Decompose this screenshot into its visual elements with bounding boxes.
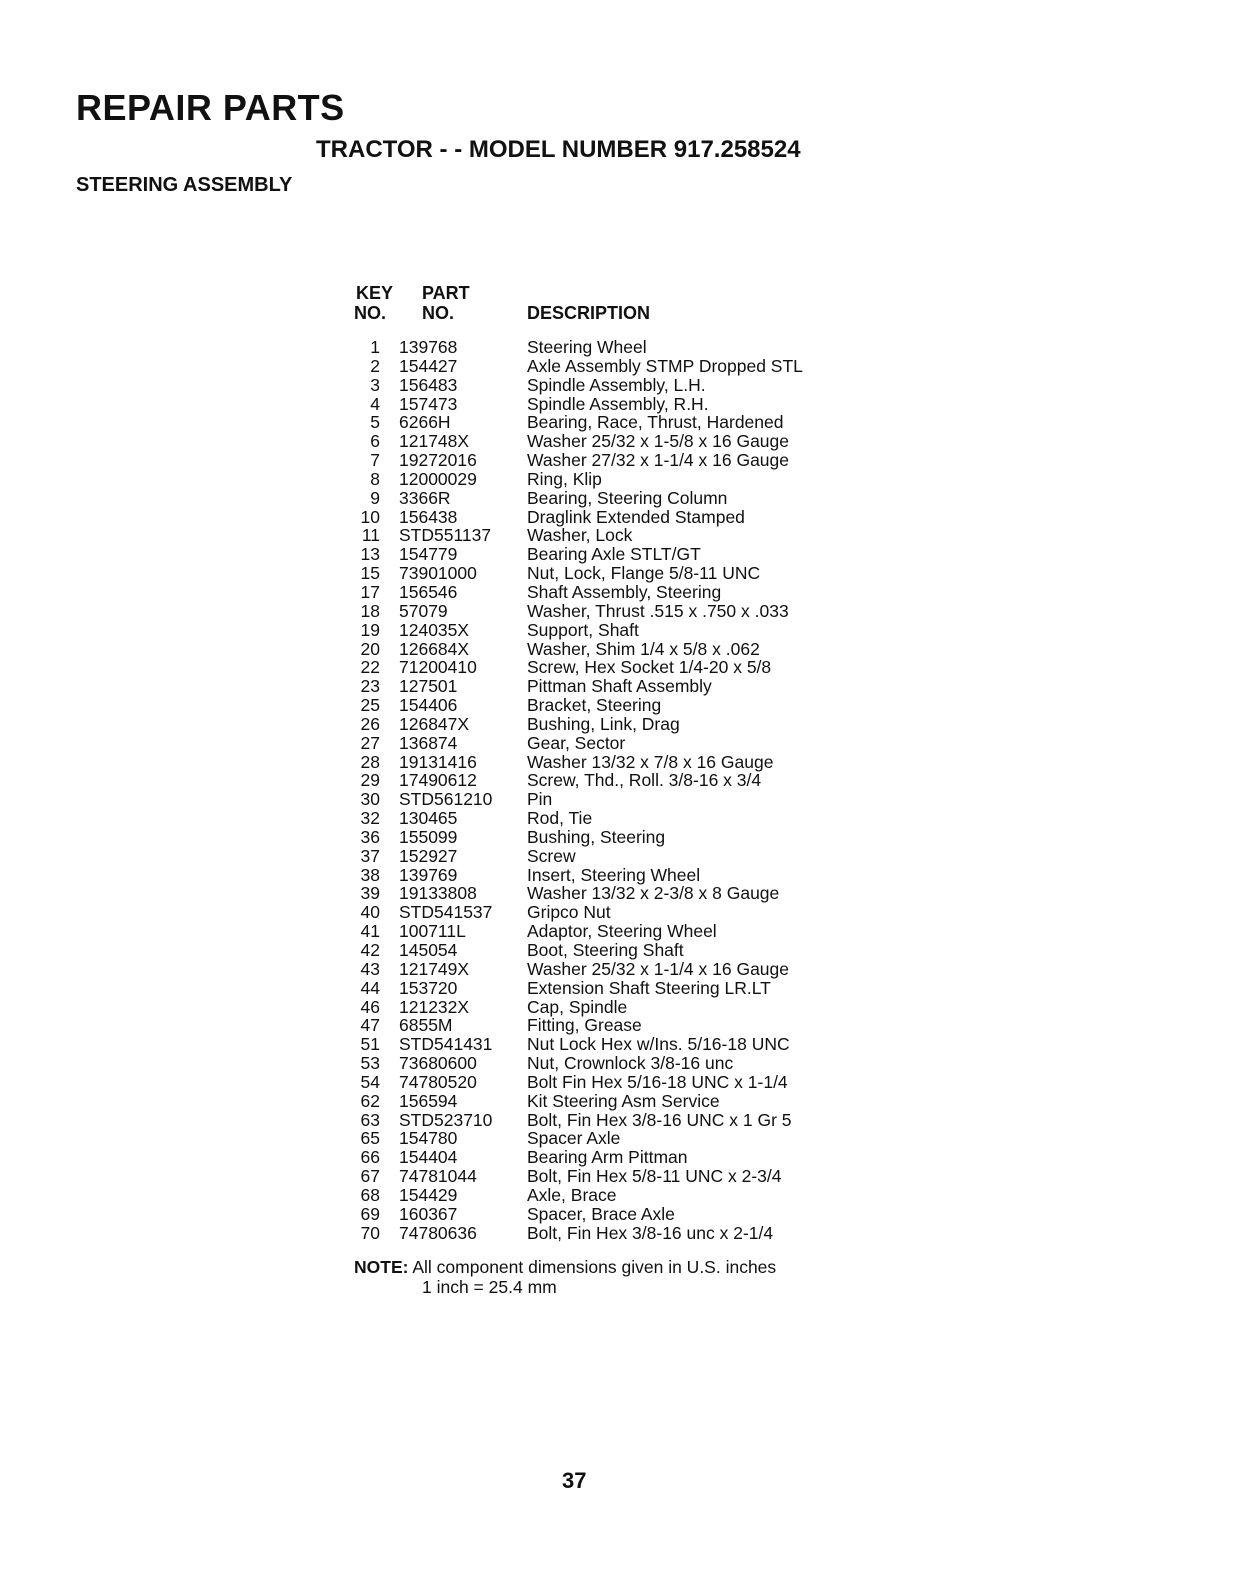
parts-row: [340, 960, 803, 979]
part-description: Axle Assembly STMP Dropped STL: [527, 355, 803, 376]
key-number: 67: [360, 1166, 380, 1187]
parts-row: [340, 564, 803, 583]
part-number: 127501: [399, 676, 458, 697]
key-number: 53: [360, 1053, 380, 1074]
parts-row: [340, 922, 803, 941]
key-number: 69: [360, 1203, 380, 1224]
key-number: 22: [360, 657, 380, 678]
parts-row: [340, 884, 803, 903]
key-number: 65: [360, 1128, 380, 1149]
part-description: Steering Wheel: [527, 337, 647, 357]
key-number: 46: [360, 996, 380, 1017]
parts-row: [340, 1054, 803, 1073]
part-number: 100711L: [399, 921, 466, 942]
parts-row: [340, 1205, 803, 1224]
key-number: 66: [360, 1147, 380, 1168]
key-number: 26: [360, 713, 380, 734]
part-description: Fitting, Grease: [527, 1015, 642, 1036]
part-description: Shaft Assembly, Steering: [527, 581, 722, 602]
parts-row: [340, 941, 803, 960]
part-number: 71200410: [399, 657, 477, 678]
part-number: 154427: [399, 355, 458, 376]
part-description: Spindle Assembly, L.H.: [527, 374, 706, 395]
parts-row: [340, 508, 803, 527]
key-number: 29: [360, 770, 380, 791]
part-description: Axle, Brace: [527, 1184, 617, 1205]
part-number: STD561210: [399, 789, 493, 810]
parts-row: [340, 677, 803, 696]
key-number: 13: [360, 544, 380, 565]
part-number: 121748X: [399, 431, 470, 452]
parts-row: [340, 1092, 803, 1111]
parts-row: [340, 583, 803, 602]
parts-row: [340, 809, 803, 828]
part-description: Washer 25/32 x 1-1/4 x 16 Gauge: [527, 958, 790, 979]
part-number: STD541431: [399, 1034, 493, 1055]
key-number: 19: [360, 619, 380, 640]
part-description: Nut, Lock, Flange 5/8-11 UNC: [527, 563, 761, 584]
key-header-line2: NO.: [354, 303, 387, 323]
parts-row: [340, 470, 803, 489]
parts-row: [340, 771, 803, 790]
part-number: 139769: [399, 864, 458, 885]
part-number: 6266H: [399, 412, 451, 433]
part-number: 74781044: [399, 1166, 477, 1187]
part-number: 160367: [399, 1203, 458, 1224]
parts-row: [340, 866, 803, 885]
part-description: Washer, Thrust .515 x .750 x .033: [527, 600, 789, 621]
part-number: 19131416: [399, 751, 477, 772]
key-number: 47: [360, 1015, 380, 1036]
part-description: Kit Steering Asm Service: [527, 1090, 720, 1111]
part-description: Bushing, Steering: [527, 826, 666, 847]
parts-row: [340, 998, 803, 1017]
key-number: 32: [360, 808, 380, 829]
part-description: Screw, Thd., Roll. 3/8-16 x 3/4: [527, 770, 762, 791]
part-description: Screw, Hex Socket 1/4-20 x 5/8: [527, 657, 772, 678]
part-description: Draglink Extended Stamped: [527, 506, 745, 527]
key-number: 3: [370, 374, 380, 395]
key-number: 36: [360, 826, 380, 847]
parts-row: [340, 602, 803, 621]
part-description: Bearing, Race, Thrust, Hardened: [527, 412, 784, 433]
key-number: 10: [360, 506, 380, 527]
parts-row: [340, 1073, 803, 1092]
part-number: STD541537: [399, 902, 493, 923]
parts-row: [340, 847, 803, 866]
part-number: 155099: [399, 826, 458, 847]
part-description: Gripco Nut: [527, 902, 611, 923]
part-description: Bearing, Steering Column: [527, 487, 728, 508]
key-number: 43: [360, 958, 380, 979]
part-description: Bolt, Fin Hex 3/8-16 UNC x 1 Gr 5: [527, 1109, 792, 1130]
part-description: Nut Lock Hex w/Ins. 5/16-18 UNC: [527, 1034, 790, 1055]
part-description: Screw: [527, 845, 576, 866]
part-description: Adaptor, Steering Wheel: [527, 921, 717, 942]
key-number: 2: [370, 355, 380, 376]
part-description: Bearing Arm Pittman: [527, 1147, 688, 1168]
part-description: Washer 25/32 x 1-5/8 x 16 Gauge: [527, 431, 790, 452]
part-number: 74780520: [399, 1071, 477, 1092]
parts-row: [340, 1016, 803, 1035]
part-description: Bolt, Fin Hex 5/8-11 UNC x 2-3/4: [527, 1166, 782, 1187]
part-number: 152927: [399, 845, 458, 866]
part-description: Bushing, Link, Drag: [527, 713, 680, 734]
key-number: 44: [360, 977, 380, 998]
section-heading: STEERING ASSEMBLY: [76, 174, 293, 196]
parts-row: [340, 753, 803, 772]
part-description: Support, Shaft: [527, 619, 639, 640]
part-description: Nut, Crownlock 3/8-16 unc: [527, 1053, 734, 1074]
part-number: 156483: [399, 374, 458, 395]
key-number: 27: [360, 732, 380, 753]
key-number: 15: [360, 563, 380, 584]
key-number: 40: [360, 902, 380, 923]
key-number: 8: [370, 468, 380, 489]
key-number: 54: [360, 1071, 380, 1092]
parts-row: [340, 376, 803, 395]
key-number: 1: [370, 337, 380, 357]
part-number: 130465: [399, 808, 458, 829]
part-description: Gear, Sector: [527, 732, 626, 753]
parts-row: [340, 734, 803, 753]
part-number: 154406: [399, 695, 458, 716]
part-description: Insert, Steering Wheel: [527, 864, 701, 885]
part-number: 57079: [399, 600, 448, 621]
part-description: Boot, Steering Shaft: [527, 940, 684, 960]
part-description: Pin: [527, 789, 553, 810]
part-number: 145054: [399, 940, 458, 960]
page-number: 37: [562, 1468, 587, 1493]
part-description: Spacer Axle: [527, 1128, 621, 1149]
parts-row: [340, 828, 803, 847]
key-number: 5: [370, 412, 380, 433]
part-number: 121232X: [399, 996, 470, 1017]
key-header-line1: KEY: [356, 283, 394, 303]
key-number: 63: [360, 1109, 380, 1130]
part-number: 154780: [399, 1128, 458, 1149]
note-line2: 1 inch = 25.4 mm: [422, 1277, 557, 1297]
part-description: Bolt, Fin Hex 3/8-16 unc x 2-1/4: [527, 1222, 774, 1243]
part-header-line1: PART: [422, 283, 470, 303]
parts-row: [340, 489, 803, 508]
key-number: 25: [360, 695, 380, 716]
parts-row: [340, 1035, 803, 1054]
parts-row: [340, 526, 803, 545]
part-number: 156546: [399, 581, 458, 602]
part-description: Washer, Lock: [527, 525, 633, 546]
key-number: 62: [360, 1090, 380, 1111]
part-description: Washer 13/32 x 2-3/8 x 8 Gauge: [527, 883, 780, 904]
part-number: 126684X: [399, 638, 470, 659]
parts-row: [340, 1224, 803, 1243]
note-label: NOTE:: [354, 1257, 409, 1277]
parts-list: [340, 338, 803, 1243]
parts-row: [340, 451, 803, 470]
key-number: 70: [360, 1222, 380, 1243]
part-number: STD551137: [399, 525, 492, 546]
part-description: Bearing Axle STLT/GT: [527, 544, 701, 565]
key-number: 11: [361, 525, 380, 546]
part-description: Washer 27/32 x 1-1/4 x 16 Gauge: [527, 450, 790, 471]
key-number: 30: [360, 789, 380, 810]
parts-row: [340, 696, 803, 715]
key-number: 4: [370, 393, 380, 414]
parts-row: [340, 715, 803, 734]
key-number: 9: [370, 487, 380, 508]
page-title: REPAIR PARTS: [76, 87, 345, 128]
parts-row: [340, 338, 803, 357]
parts-row: [340, 545, 803, 564]
key-number: 51: [360, 1034, 380, 1055]
key-number: 7: [370, 450, 380, 471]
key-number: 42: [360, 940, 380, 960]
part-number: 124035X: [399, 619, 470, 640]
part-number: 19272016: [399, 450, 477, 471]
key-number: 18: [360, 600, 380, 621]
part-number: 154779: [399, 544, 458, 565]
parts-row: [340, 1186, 803, 1205]
key-number: 17: [360, 581, 380, 602]
part-description: Rod, Tie: [527, 808, 593, 829]
note: [354, 1257, 777, 1297]
parts-row: [340, 658, 803, 677]
part-number: STD523710: [399, 1109, 493, 1130]
model-subtitle: TRACTOR - - MODEL NUMBER 917.258524: [316, 136, 801, 163]
part-number: 156594: [399, 1090, 458, 1111]
parts-row: [340, 1167, 803, 1186]
parts-row: [340, 1148, 803, 1167]
parts-row: [340, 357, 803, 376]
part-number: 154429: [399, 1184, 458, 1205]
part-number: 154404: [399, 1147, 458, 1168]
parts-row: [340, 395, 803, 414]
note-line1: All component dimensions given in U.S. inches: [412, 1257, 777, 1277]
part-number: 139768: [399, 337, 458, 357]
parts-row: [340, 640, 803, 659]
part-number: 126847X: [399, 713, 470, 734]
part-number: 73901000: [399, 563, 477, 584]
parts-row: [340, 621, 803, 640]
parts-row: [340, 979, 803, 998]
part-description: Spacer, Brace Axle: [527, 1203, 675, 1224]
part-description: Cap, Spindle: [527, 996, 628, 1017]
key-number: 28: [360, 751, 380, 772]
parts-row: [340, 903, 803, 922]
key-number: 39: [360, 883, 380, 904]
parts-row: [340, 432, 803, 451]
part-description: Bracket, Steering: [527, 695, 662, 716]
part-number: 3366R: [399, 487, 451, 508]
part-description: Washer, Shim 1/4 x 5/8 x .062: [527, 638, 760, 659]
part-description: Spindle Assembly, R.H.: [527, 393, 709, 414]
description-header: DESCRIPTION: [527, 303, 651, 323]
parts-row: [340, 1111, 803, 1130]
key-number: 41: [360, 921, 380, 942]
part-number: 12000029: [399, 468, 477, 489]
key-number: 20: [360, 638, 380, 659]
part-number: 6855M: [399, 1015, 453, 1036]
part-description: Pittman Shaft Assembly: [527, 676, 712, 697]
part-description: Bolt Fin Hex 5/16-18 UNC x 1-1/4: [527, 1071, 788, 1092]
parts-row: [340, 790, 803, 809]
part-number: 136874: [399, 732, 458, 753]
part-number: 73680600: [399, 1053, 477, 1074]
key-number: 68: [360, 1184, 380, 1205]
part-header-line2: NO.: [422, 303, 455, 323]
part-number: 156438: [399, 506, 458, 527]
part-number: 74780636: [399, 1222, 477, 1243]
parts-row: [340, 413, 803, 432]
key-number: 38: [360, 864, 380, 885]
part-description: Extension Shaft Steering LR.LT: [527, 977, 771, 998]
part-number: 153720: [399, 977, 458, 998]
key-number: 6: [370, 431, 380, 452]
key-number: 23: [360, 676, 380, 697]
part-description: Ring, Klip: [527, 468, 602, 489]
part-number: 19133808: [399, 883, 477, 904]
part-number: 17490612: [399, 770, 477, 791]
key-number: 37: [360, 845, 380, 866]
part-number: 121749X: [399, 958, 470, 979]
part-description: Washer 13/32 x 7/8 x 16 Gauge: [527, 751, 774, 772]
parts-row: [340, 1129, 803, 1148]
part-number: 157473: [399, 393, 458, 414]
